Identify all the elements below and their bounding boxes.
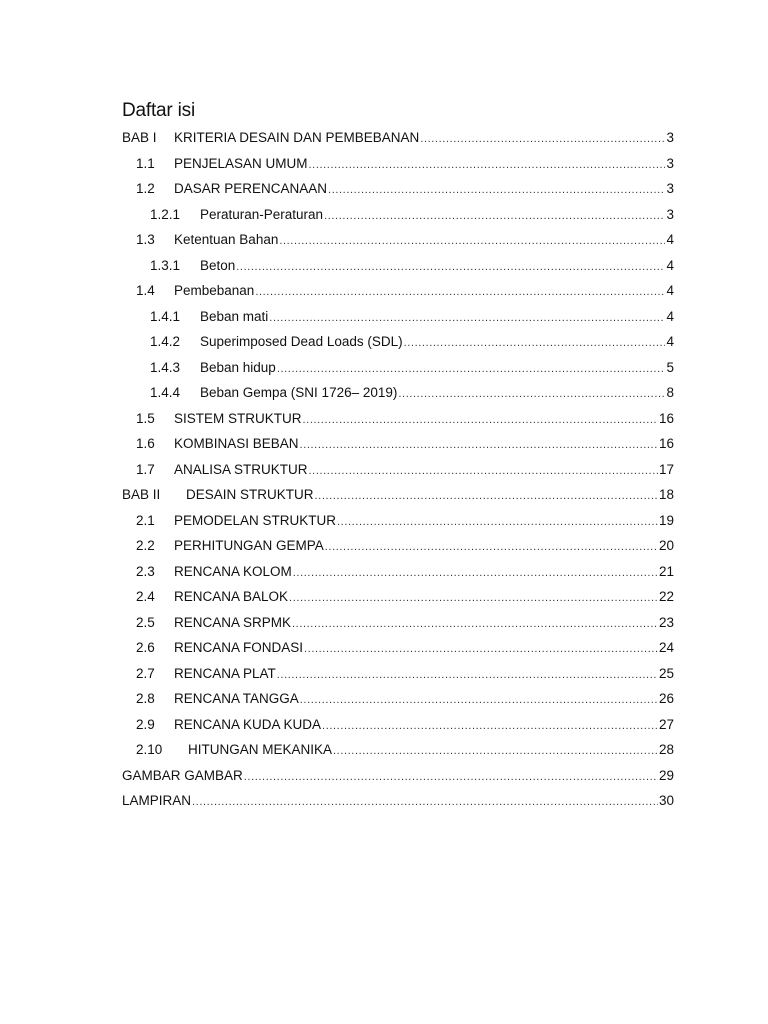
toc-entry-number: 1.2.1 <box>150 206 181 222</box>
toc-entry-2-5[interactable] <box>122 610 674 636</box>
toc-entry-label: Beban Gempa (SNI 1726– 2019) <box>200 385 398 400</box>
toc-entry-bab-1[interactable] <box>122 125 674 151</box>
toc-entry-number: 2.8 <box>136 691 155 706</box>
toc-entry-label: DASAR PERENCANAAN <box>174 181 328 196</box>
toc-entry-number: BAB I <box>122 130 157 145</box>
toc-entry-number: 1.1 <box>136 155 155 171</box>
toc-entry-bab-2[interactable] <box>122 482 674 508</box>
toc-entry-2-6[interactable] <box>122 635 674 661</box>
toc-entry-label: Beban hidup <box>200 359 276 375</box>
toc-entry-label: DESAIN STRUKTUR <box>186 487 314 502</box>
toc-entry-label: RENCANA KOLOM <box>174 563 292 579</box>
toc-entry-label: PEMODELAN STRUKTUR <box>174 512 337 528</box>
toc-entry-page: 3 <box>666 155 674 171</box>
toc-entry-number: 2.9 <box>136 716 155 732</box>
toc-entry-page: 18 <box>658 487 674 502</box>
dot-leader <box>244 763 658 789</box>
toc-list <box>122 125 674 814</box>
toc-entry-page: 16 <box>658 436 674 451</box>
dot-leader <box>279 227 665 253</box>
toc-entry-1-1[interactable] <box>122 151 674 177</box>
toc-entry-label: LAMPIRAN <box>122 793 192 808</box>
toc-entry-page: 30 <box>658 793 674 808</box>
toc-entry-number: 2.1 <box>136 512 155 528</box>
toc-entry-1-2[interactable] <box>122 176 674 202</box>
toc-entry-1-4-4[interactable] <box>122 380 674 406</box>
toc-entry-page: 29 <box>658 767 674 783</box>
dot-leader <box>300 686 658 712</box>
toc-entry-page: 22 <box>658 589 674 604</box>
dot-leader <box>289 584 658 610</box>
toc-entry-label: RENCANA TANGGA <box>174 691 299 706</box>
toc-entry-2-4[interactable] <box>122 584 674 610</box>
toc-entry-page: 26 <box>658 691 674 706</box>
toc-entry-1-3-1[interactable] <box>122 253 674 279</box>
dot-leader <box>309 151 666 177</box>
toc-entry-2-8[interactable] <box>122 686 674 712</box>
toc-entry-number: 1.4.3 <box>150 359 181 375</box>
toc-entry-page: 4 <box>666 334 674 349</box>
dot-leader <box>315 482 658 508</box>
toc-entry-page: 3 <box>666 181 674 196</box>
toc-entry-1-7[interactable] <box>122 457 674 483</box>
toc-entry-number: 1.4.2 <box>150 334 181 349</box>
toc-entry-number: 1.3.1 <box>150 257 181 273</box>
toc-entry-1-2-1[interactable] <box>122 202 674 228</box>
dot-leader <box>325 533 658 559</box>
toc-entry-number: 2.2 <box>136 538 155 553</box>
toc-entry-2-7[interactable] <box>122 661 674 687</box>
toc-entry-1-4-1[interactable] <box>122 304 674 330</box>
toc-entry-number: BAB II <box>122 487 161 502</box>
toc-entry-label: RENCANA FONDASI <box>174 640 304 655</box>
toc-entry-page: 3 <box>666 130 674 145</box>
dot-leader <box>292 610 658 636</box>
dot-leader <box>236 253 665 279</box>
toc-entry-label: KRITERIA DESAIN DAN PEMBEBANAN <box>174 130 420 145</box>
toc-entry-page: 20 <box>658 538 674 553</box>
toc-entry-page: 16 <box>658 410 674 426</box>
dot-leader <box>337 508 658 534</box>
toc-entry-number: 1.3 <box>136 232 155 247</box>
toc-entry-label: Pembebanan <box>174 283 255 298</box>
toc-entry-number: 1.7 <box>136 461 155 477</box>
dot-leader <box>255 278 665 304</box>
toc-entry-number: 1.4 <box>136 283 155 298</box>
toc-entry-number: 2.3 <box>136 563 155 579</box>
toc-entry-number: 1.2 <box>136 181 155 196</box>
toc-entry-label: HITUNGAN MEKANIKA <box>188 742 333 757</box>
toc-title: Daftar isi <box>122 100 195 121</box>
dot-leader <box>404 329 666 355</box>
dot-leader <box>322 712 658 738</box>
dot-leader <box>398 380 665 406</box>
toc-entry-page: 4 <box>666 308 674 324</box>
toc-entry-1-5[interactable] <box>122 406 674 432</box>
toc-entry-page: 24 <box>658 640 674 655</box>
dot-leader <box>333 737 658 763</box>
toc-entry-1-4-2[interactable] <box>122 329 674 355</box>
toc-entry-number: 1.5 <box>136 410 155 426</box>
toc-entry-page: 3 <box>666 206 674 222</box>
toc-entry-label: Beban mati <box>200 308 269 324</box>
toc-entry-lampiran[interactable] <box>122 788 674 814</box>
toc-entry-page: 19 <box>658 512 674 528</box>
toc-entry-2-9[interactable] <box>122 712 674 738</box>
dot-leader <box>303 406 658 432</box>
toc-entry-page: 5 <box>666 359 674 375</box>
toc-entry-2-2[interactable] <box>122 533 674 559</box>
dot-leader <box>192 788 658 814</box>
toc-entry-label: Superimposed Dead Loads (SDL) <box>200 334 403 349</box>
toc-entry-page: 4 <box>666 232 674 247</box>
toc-entry-number: 1.6 <box>136 436 155 451</box>
toc-entry-page: 27 <box>658 716 674 732</box>
dot-leader <box>293 559 658 585</box>
toc-entry-page: 28 <box>658 742 674 757</box>
toc-entry-label: ANALISA STRUKTUR <box>174 461 308 477</box>
toc-entry-1-4[interactable] <box>122 278 674 304</box>
toc-entry-page: 4 <box>666 257 674 273</box>
toc-entry-label: RENCANA SRPMK <box>174 614 292 630</box>
dot-leader <box>300 431 658 457</box>
toc-entry-number: 1.4.4 <box>150 385 181 400</box>
toc-entry-page: 8 <box>666 385 674 400</box>
toc-entry-1-6[interactable] <box>122 431 674 457</box>
toc-entry-label: GAMBAR GAMBAR <box>122 767 243 783</box>
toc-entry-label: Ketentuan Bahan <box>174 232 279 247</box>
toc-entry-label: SISTEM STRUKTUR <box>174 410 302 426</box>
toc-entry-1-3[interactable] <box>122 227 674 253</box>
toc-entry-number: 2.10 <box>136 742 163 757</box>
toc-entry-label: PENJELASAN UMUM <box>174 155 308 171</box>
toc-entry-1-4-3[interactable] <box>122 355 674 381</box>
toc-entry-label: PERHITUNGAN GEMPA <box>174 538 324 553</box>
toc-entry-page: 17 <box>658 461 674 477</box>
dot-leader <box>328 176 665 202</box>
dot-leader <box>304 635 658 661</box>
toc-entry-number: 2.4 <box>136 589 155 604</box>
toc-entry-2-1[interactable] <box>122 508 674 534</box>
toc-entry-page: 21 <box>658 563 674 579</box>
dot-leader <box>420 125 665 151</box>
dot-leader <box>309 457 658 483</box>
dot-leader <box>269 304 665 330</box>
dot-leader <box>277 661 658 687</box>
toc-entry-page: 25 <box>658 665 674 681</box>
dot-leader <box>277 355 666 381</box>
toc-entry-page: 4 <box>666 283 674 298</box>
toc-entry-number: 1.4.1 <box>150 308 181 324</box>
toc-entry-label: RENCANA PLAT <box>174 665 276 681</box>
toc-entry-number: 2.5 <box>136 614 155 630</box>
toc-entry-gambar[interactable] <box>122 763 674 789</box>
toc-entry-2-10[interactable] <box>122 737 674 763</box>
toc-entry-label: RENCANA BALOK <box>174 589 289 604</box>
toc-entry-label: RENCANA KUDA KUDA <box>174 716 322 732</box>
dot-leader <box>324 202 665 228</box>
toc-entry-page: 23 <box>658 614 674 630</box>
toc-entry-number: 2.6 <box>136 640 155 655</box>
toc-entry-label: Beton <box>200 257 236 273</box>
toc-entry-label: Peraturan-Peraturan <box>200 206 324 222</box>
toc-entry-number: 2.7 <box>136 665 155 681</box>
toc-entry-2-3[interactable] <box>122 559 674 585</box>
toc-entry-label: KOMBINASI BEBAN <box>174 436 299 451</box>
